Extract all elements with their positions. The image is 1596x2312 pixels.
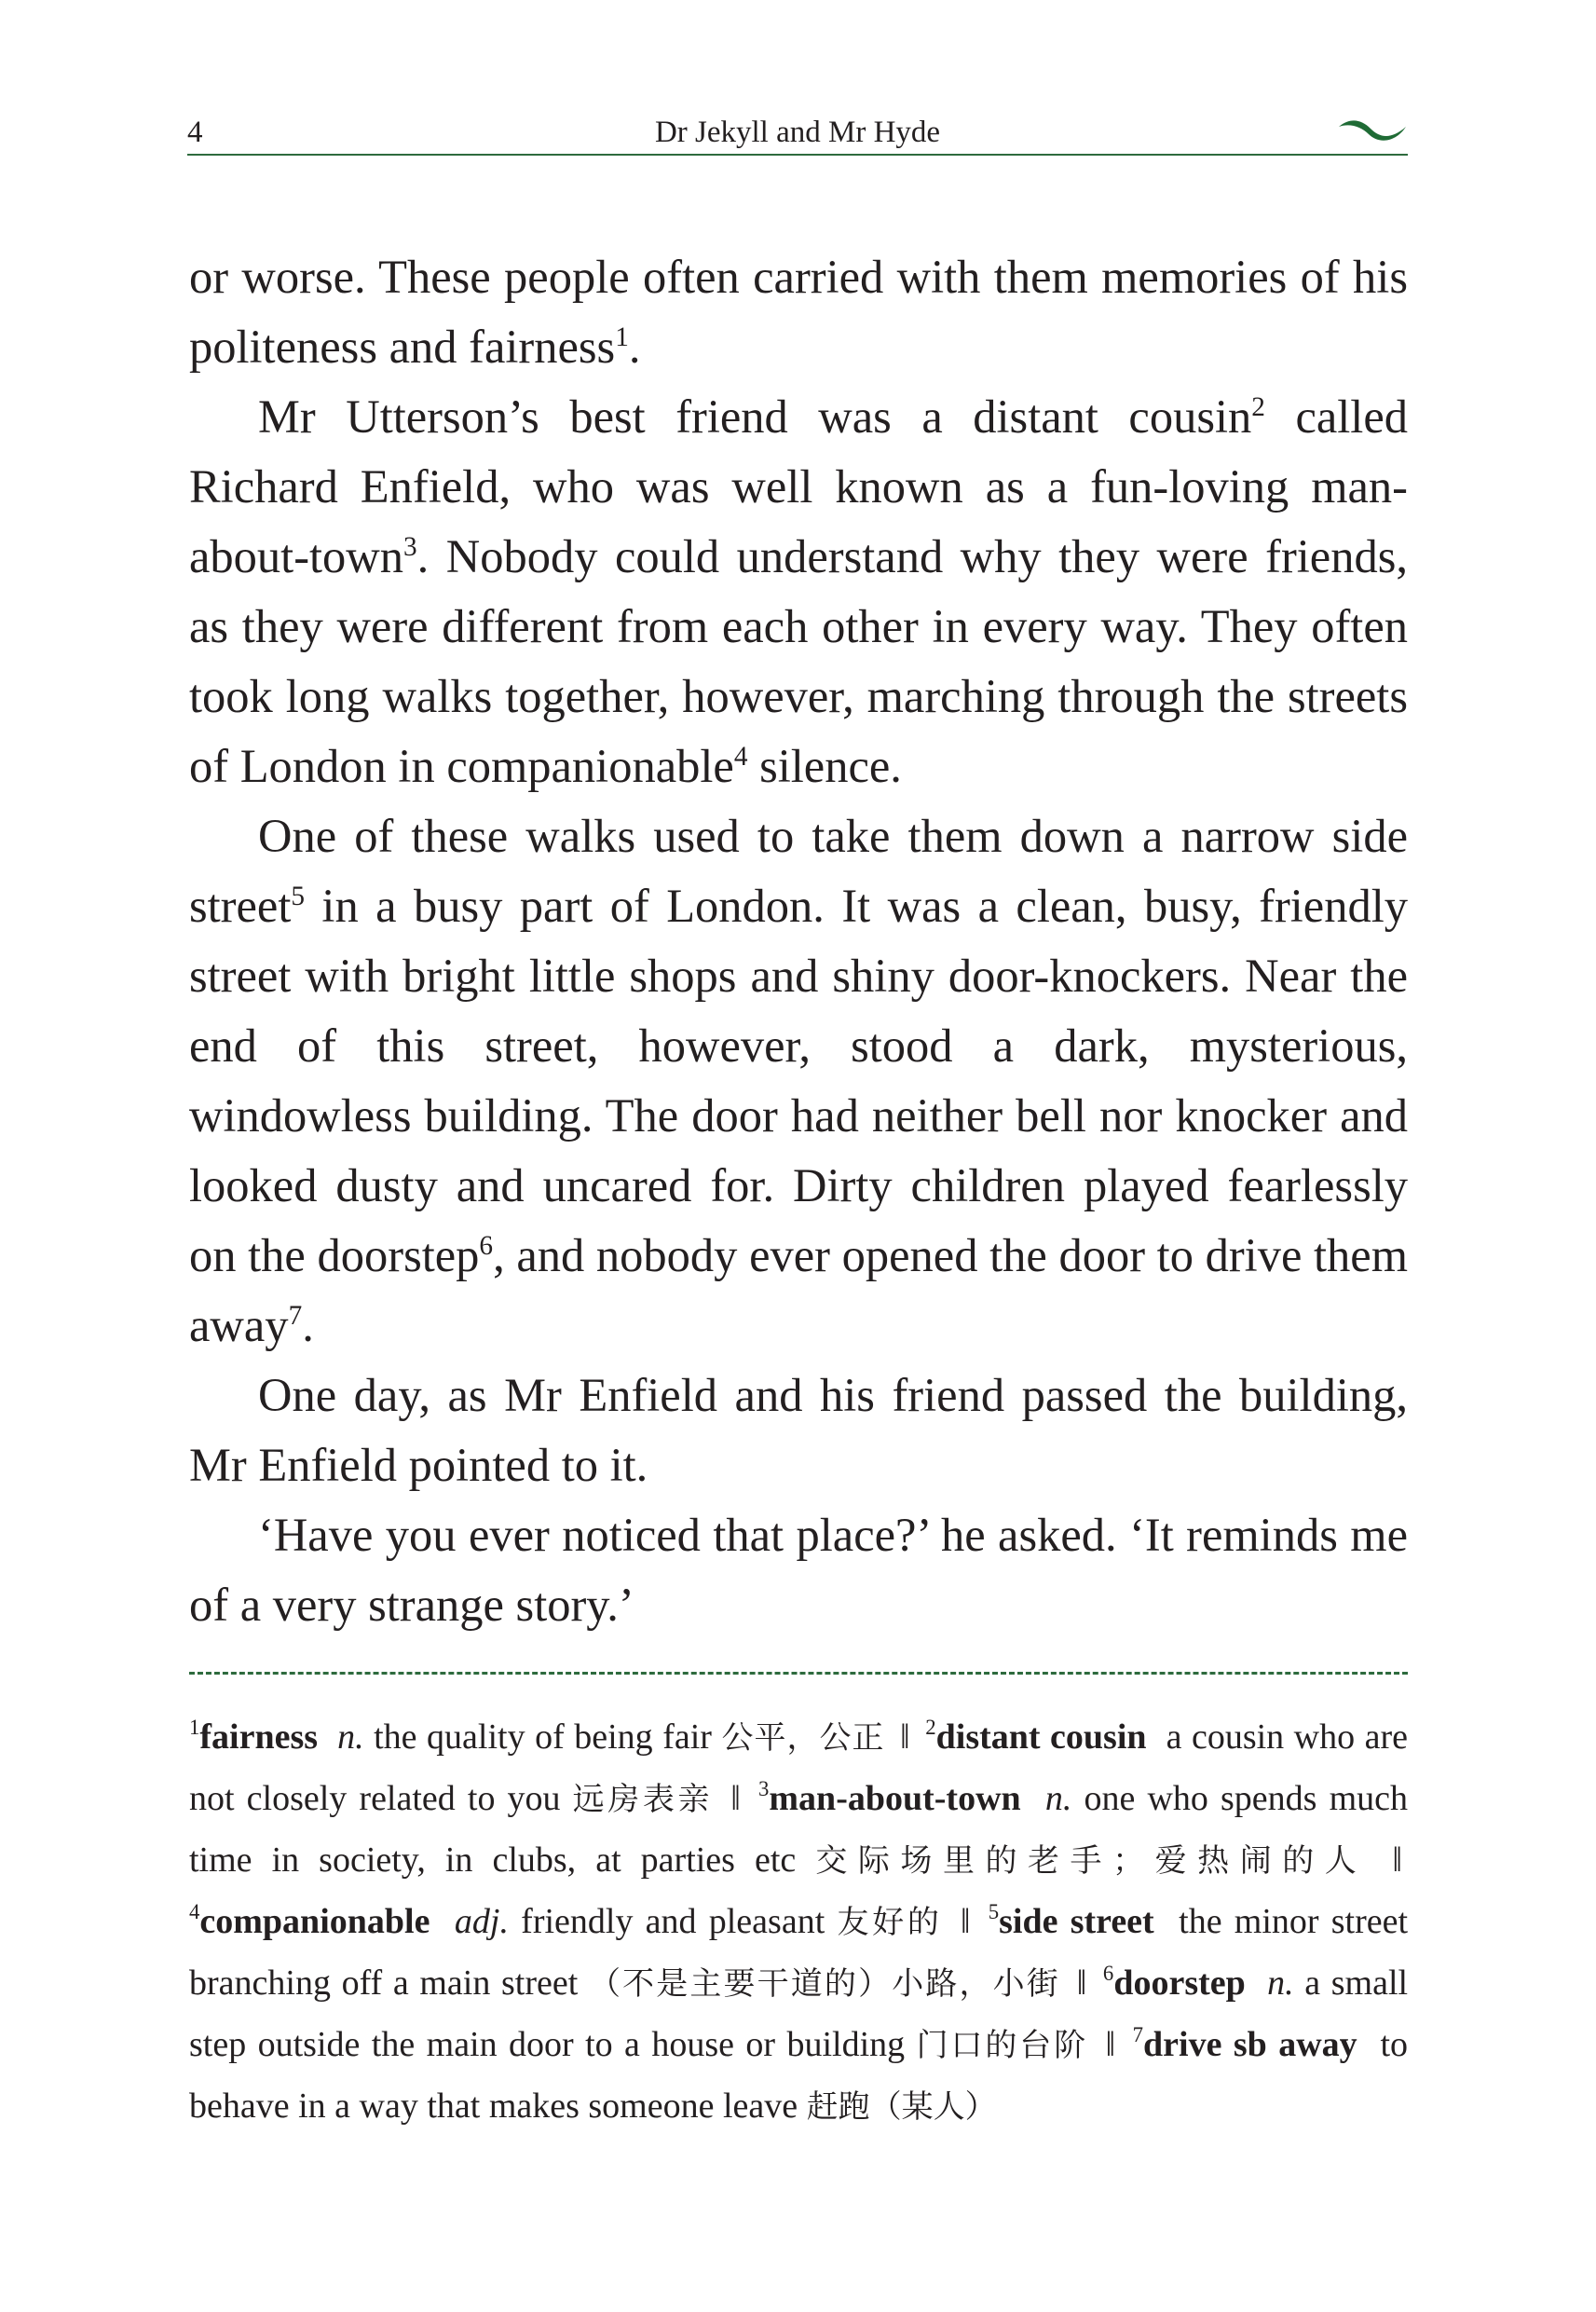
footnote-translation: 远房表亲 <box>572 1781 714 1818</box>
footnote-separator: ‖ <box>900 1717 910 1757</box>
footnote-translation: 门口的台阶 <box>916 2027 1089 2064</box>
footnote-translation: （不是主要干道的）小路，小街 <box>588 1965 1060 2003</box>
text-run: , and nobody ever opened the door to drive them away <box>189 1229 1408 1351</box>
footnote-definition: the quality of being fair <box>374 1717 712 1757</box>
footnotes <box>189 1707 1408 2138</box>
footnote-pos: n. <box>337 1717 364 1757</box>
paragraph <box>189 242 1408 382</box>
text-run: Mr Utterson’s best friend was a distant cousin <box>258 390 1252 443</box>
footnote-ref: 7 <box>288 1300 303 1331</box>
page-number: 4 <box>187 116 203 149</box>
footnote-number: 4 <box>189 1900 200 1924</box>
footnote-translation: 交际场里的老手；爱热闹的人 <box>815 1842 1368 1880</box>
footnote-item <box>189 1717 885 1757</box>
footnote-ref: 5 <box>291 881 305 911</box>
footnote-definition: to behave in a way that makes someone leave <box>189 2025 1409 2126</box>
footnote-number: 6 <box>1102 1962 1114 1986</box>
footnote-term: fairness <box>199 1717 319 1757</box>
footnote-item <box>189 1902 943 1941</box>
text-run: silence. <box>747 740 902 792</box>
footnote-translation: 赶跑（某人） <box>806 2088 997 2126</box>
text-run: . <box>302 1299 314 1351</box>
text-run: ‘Have you ever noticed that place?’ he asked. ‘It reminds me of a very strange story.’ <box>189 1509 1408 1631</box>
text-run: called Richard Enfield, who was well known as a fun-loving man-about-town <box>189 390 1409 582</box>
paragraph <box>189 1500 1408 1640</box>
footnote-separator: ‖ <box>1076 1963 1087 2003</box>
paragraph <box>189 1361 1408 1500</box>
footnote-number: 1 <box>189 1716 200 1740</box>
footnote-number: 7 <box>1132 2023 1144 2047</box>
paragraph <box>189 382 1408 801</box>
footnote-ref: 4 <box>733 741 748 772</box>
footnote-pos: n. <box>1044 1779 1072 1818</box>
footnote-translation: 公平，公正 <box>721 1719 885 1757</box>
footnote-number: 3 <box>758 1777 770 1801</box>
footnote-ref: 1 <box>615 321 629 352</box>
footnote-definition: a cousin who are not closely related to you <box>189 1717 1409 1818</box>
footnote-definition: one who spends much time in society, in clubs, at parties etc <box>189 1779 1408 1880</box>
footnote-separator: ‖ <box>960 1902 971 1941</box>
footnote-term: man-about-town <box>769 1779 1021 1818</box>
footnote-term: side street <box>999 1902 1154 1941</box>
body-text <box>189 242 1408 1640</box>
text-run: or worse. These people often carried with them memories of his politeness and fairness <box>189 251 1408 373</box>
footnote-pos: n. <box>1267 1963 1294 2003</box>
footnote-definition: a small step outside the main door to a house or building <box>189 1963 1409 2064</box>
footnote-translation: 友好的 <box>837 1904 943 1941</box>
running-title: Dr Jekyll and Mr Hyde <box>654 116 941 149</box>
text-run: . <box>628 321 641 373</box>
text-run: One day, as Mr Enfield and his friend passed the building, Mr Enfield pointed to it. <box>189 1369 1408 1491</box>
text-run: . Nobody could understand why they were friends, as they were different from each other in every way. They often took long walks together, however, marching through the streets of London in companionable <box>189 530 1408 792</box>
footnote-number: 5 <box>988 1900 1000 1924</box>
text-run: One of these walks used to take them down a narrow side street <box>189 810 1408 932</box>
footnote-pos: adj. <box>454 1902 509 1941</box>
green-swash-icon <box>1337 116 1408 147</box>
footnote-ref: 3 <box>403 531 417 562</box>
footnote-separator: ‖ <box>1105 2025 1116 2064</box>
footnote-term: companionable <box>199 1902 430 1941</box>
footnote-term: doorstep <box>1113 1963 1246 2003</box>
footnote-term: drive sb away <box>1143 2025 1357 2064</box>
footnote-term: distant cousin <box>935 1717 1147 1757</box>
footnote-definition: the minor street branching off a main street <box>189 1902 1409 2003</box>
paragraph <box>189 801 1408 1361</box>
footnote-number: 2 <box>925 1716 936 1740</box>
text-run: in a busy part of London. It was a clean, busy, friendly street with bright little shops and shiny door-knockers. Near the end of this street, however, stood a dark, mysterious, windowless building. The door had neither bell nor knocker and looked dusty and uncared for. Dirty children played fearlessly on the doorstep <box>189 880 1408 1281</box>
footnote-separator: ‖ <box>1392 1840 1403 1880</box>
footnote-ref: 6 <box>479 1230 494 1261</box>
footnote-definition: friendly and pleasant <box>521 1902 825 1941</box>
footnote-divider <box>189 1672 1408 1675</box>
footnote-separator: ‖ <box>730 1779 741 1818</box>
footnote-ref: 2 <box>1251 391 1265 422</box>
running-header <box>187 112 1408 156</box>
